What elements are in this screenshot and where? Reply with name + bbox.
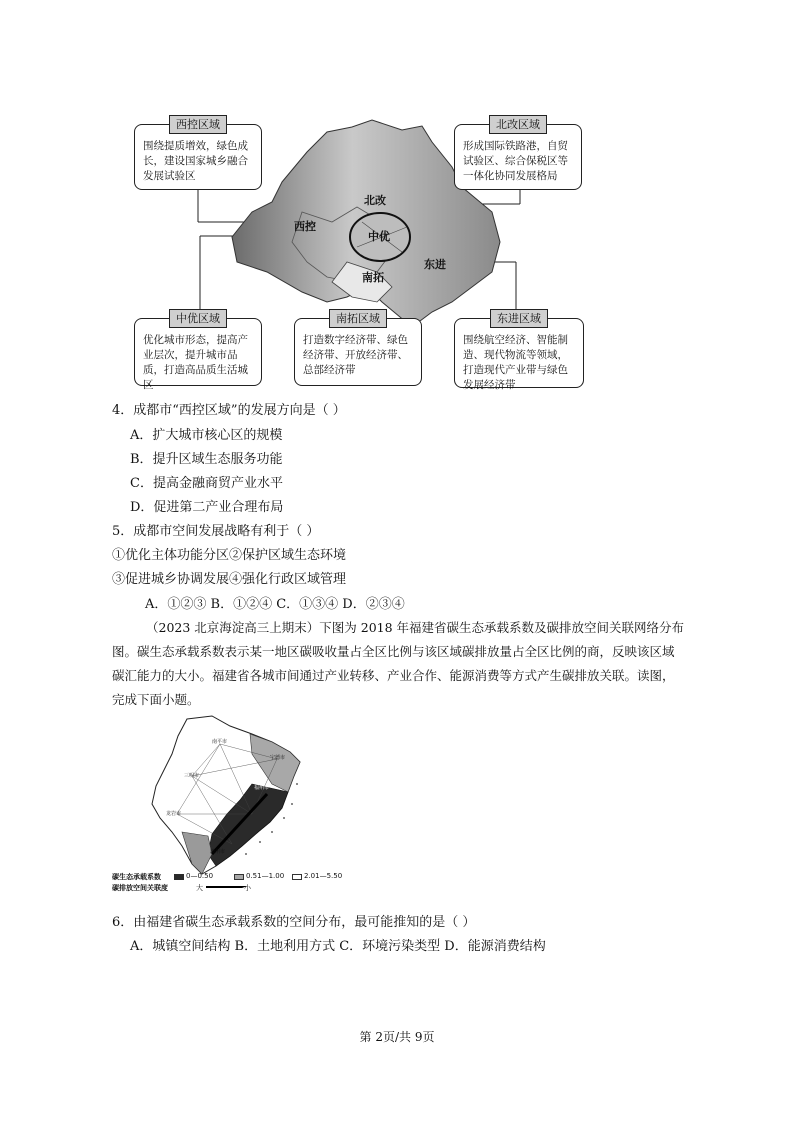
page-footer: 第 2页/共 9页: [359, 1030, 435, 1044]
box-zhongyou: [134, 312, 262, 391]
box-xikong: [134, 118, 262, 190]
legend-label-carbon-coefficient: 碳生态承载系数: [112, 873, 161, 881]
legend-swatch-dark: [174, 874, 184, 880]
q4-option-b: B．提升区域生态服务功能: [130, 452, 283, 467]
box-beigai: [454, 118, 582, 190]
box-beigai-text: 形成国际铁路港，自贸试验区、综合保税区等一体化协同发展格局: [463, 140, 568, 182]
q5-stem: 5．成都市空间发展战略有利于（ ）: [112, 524, 320, 539]
city-fuzhou: 福州市: [254, 785, 270, 791]
legend-item-medium: 0.51—1.00: [246, 872, 285, 880]
legend-swatch-white: [292, 874, 302, 880]
city-longyan: 龙岩市: [166, 811, 182, 817]
box-zhongyou-title: 中优区域: [169, 309, 227, 328]
box-xikong-title: 西控区域: [169, 115, 227, 134]
label-beigai: 北改: [364, 194, 386, 207]
box-nantuo-title: 南拓区域: [329, 309, 387, 328]
q5-line1: ①优化主体功能分区②保护区域生态环境: [112, 548, 347, 563]
q4-option-c: C．提高金融商贸产业水平: [130, 476, 283, 491]
legend-small: 小: [244, 884, 251, 892]
box-dongjin-title: 东进区域: [490, 309, 548, 328]
box-dongjin-text: 围绕航空经济、智能制造、现代物流等领域，打造现代产业带与绿色发展经济带: [463, 334, 568, 391]
q5-line2: ③促进城乡协调发展④强化行政区域管理: [112, 572, 347, 587]
legend-label-carbon-link: 碳排放空间关联度: [112, 884, 168, 892]
q4-option-d: D．促进第二产业合理布局: [130, 500, 284, 515]
box-nantuo: [294, 312, 422, 386]
legend-item-high: 2.01—5.50: [304, 872, 343, 880]
fujian-map-figure: [112, 714, 352, 892]
legend-swatch-gray: [234, 874, 244, 880]
q5-options: A．①②③ B．①②④ C．①③④ D．②③④: [145, 597, 405, 612]
label-nantuo: 南拓: [362, 271, 384, 284]
legend-big: 大: [196, 884, 203, 892]
box-zhongyou-text: 优化城市形态，提高产业层次，提升城市品质，打造高品质生活城区: [143, 334, 248, 391]
q4-stem: 4．成都市“西控区域”的发展方向是（ ）: [112, 403, 346, 418]
box-xikong-text: 围绕提质增效，绿色成长，建设国家城乡融合发展试验区: [143, 140, 248, 182]
box-beigai-title: 北改区域: [489, 115, 547, 134]
city-sanming: 三明市: [184, 773, 200, 779]
passage-text: （2023 北京海淀高三上期末）下图为 2018 年福建省碳生态承载系数及碳排放空间关联网络分布图。碳生态承载系数表示某一地区碳吸收量占全区比例与该区域碳排放量占全区比例的商，反映该区域碳汇能力的大小。福建省各城市间通过产业转移、产业合作、能源消费等方式产生碳排放关联。读图，完成下面小题。: [112, 620, 685, 707]
label-dongjin: 东进: [424, 258, 446, 271]
box-dongjin: [454, 312, 584, 391]
label-zhongyou: 中优: [368, 230, 390, 243]
city-ningde: 宁德市: [270, 755, 286, 761]
legend-item-low: 0—0.50: [186, 872, 214, 880]
q6-options: A．城镇空间结构 B．土地利用方式 C．环境污染类型 D．能源消费结构: [130, 939, 546, 954]
chengdu-map-figure: [132, 112, 688, 390]
city-nanping: 南平市: [212, 739, 228, 745]
box-nantuo-text: 打造数字经济带、绿色经济带、开放经济带、总部经济带: [303, 334, 408, 376]
fujian-map: [112, 714, 352, 892]
q6-stem: 6．由福建省碳生态承载系数的空间分布，最可能推知的是（ ）: [112, 915, 476, 930]
label-xikong: 西控: [294, 220, 316, 233]
q4-option-a: A．扩大城市核心区的规模: [130, 428, 283, 443]
legend-wedge: [206, 886, 248, 888]
city-zhangzhou: 漳州市: [210, 849, 226, 855]
